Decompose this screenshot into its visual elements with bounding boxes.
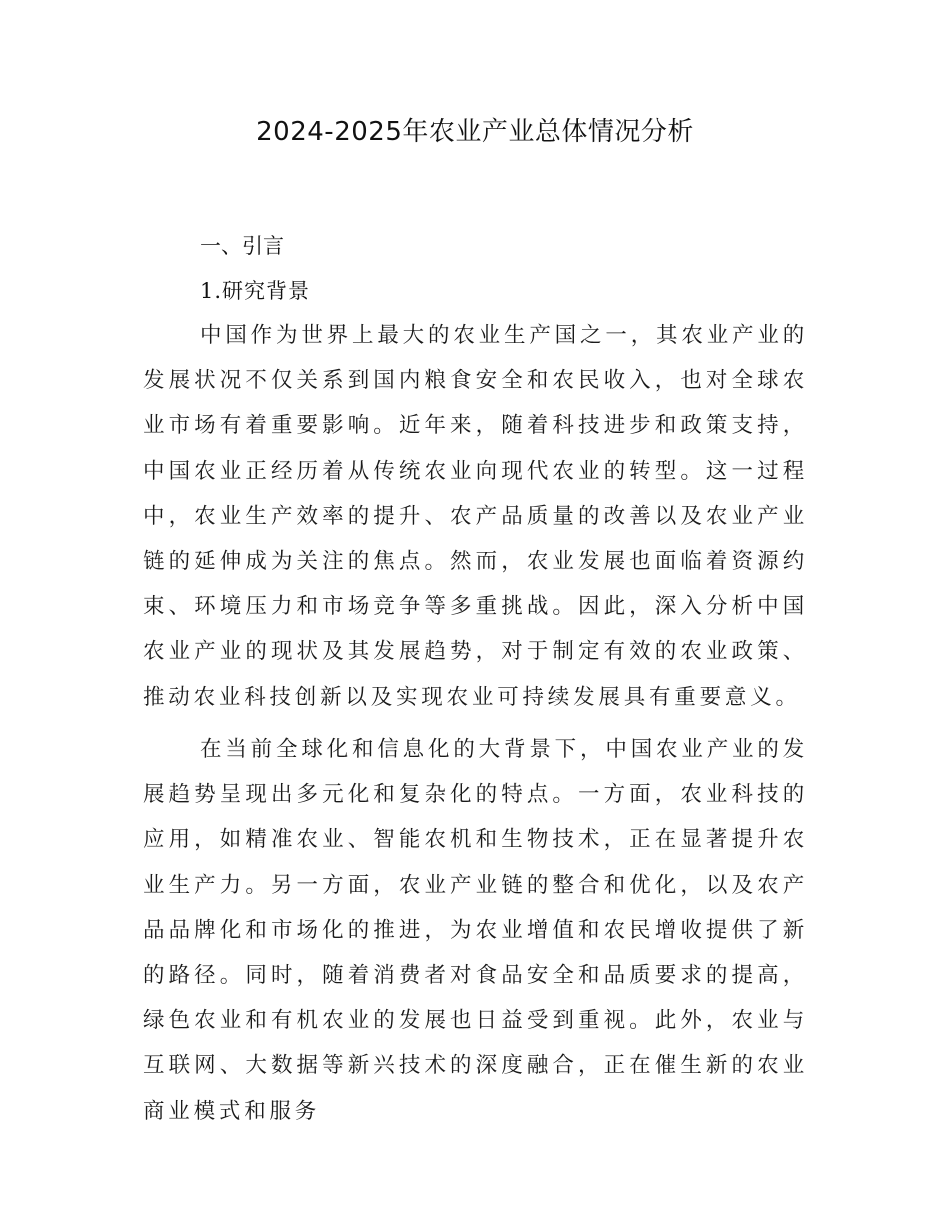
body-paragraph: 在当前全球化和信息化的大背景下，中国农业产业的发展趋势呈现出多元化和复杂化的特点。一方面，农业科技的应用，如精准农业、智能农机和生物技术，正在显著提升农业生产力。另一方面，农业产业链的整合和优化，以及农产品品牌化和市场化的推进，为农业增值和农民增收提供了新的路径。同时，随着消费者对食品安全和品质要求的提高，绿色农业和有机农业的发展也日益受到重视。此外，农业与互联网、大数据等新兴技术的深度融合，正在催生新的农业商业模式和服务: [143, 737, 808, 1124]
body-paragraph: 中国作为世界上最大的农业生产国之一，其农业产业的发展状况不仅关系到国内粮食安全和农民收入，也对全球农业市场有着重要影响。近年来，随着科技进步和政策支持，中国农业正经历着从传统农业向现代农业的转型。这一过程中，农业生产效率的提升、农产品质量的改善以及农业产业链的延伸成为关注的焦点。然而，农业发展也面临着资源约束、环境压力和市场竞争等多重挑战。因此，深入分析中国农业产业的现状及其发展趋势，对于制定有效的农业政策、推动农业科技创新以及实现农业可持续发展具有重要意义。: [143, 323, 808, 710]
section-heading: 一、引言: [200, 234, 284, 258]
document-title: 2024-2025年农业产业总体情况分析: [256, 117, 694, 147]
subsection-heading: 1.研究背景: [200, 279, 311, 303]
